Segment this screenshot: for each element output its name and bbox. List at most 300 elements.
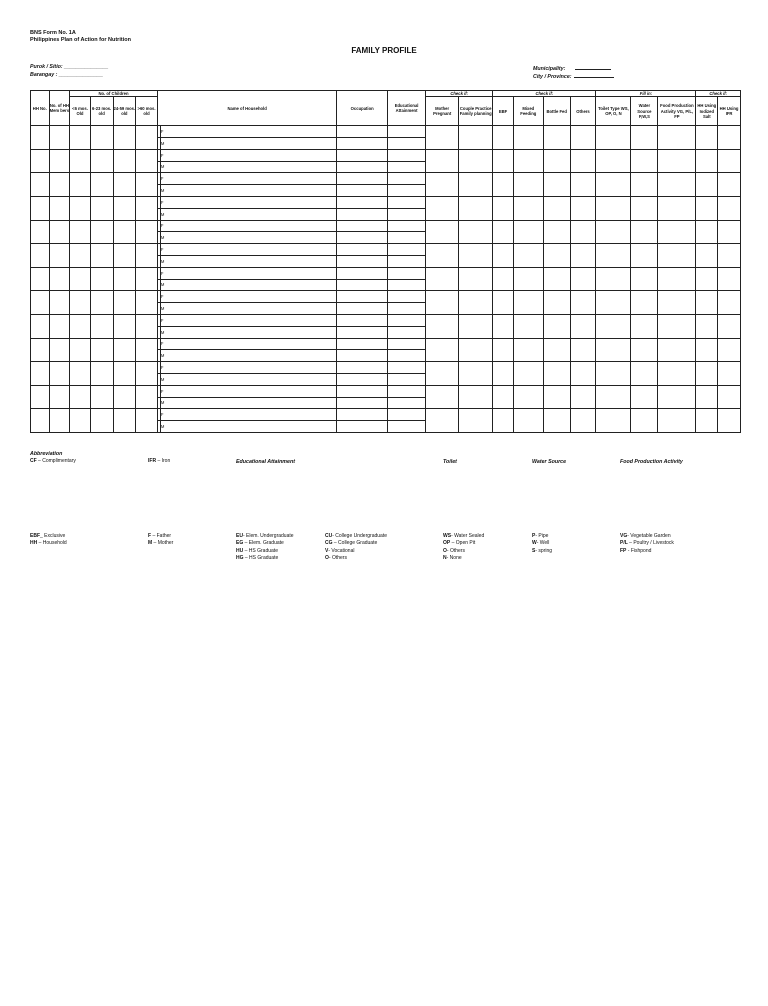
name-cell[interactable]	[160, 161, 336, 173]
occupation-cell[interactable]	[337, 232, 388, 244]
family-planning-cell[interactable]	[459, 338, 493, 362]
hh-no-cell[interactable]	[31, 338, 50, 362]
hh-no-cell[interactable]	[31, 385, 50, 409]
m24-59-cell[interactable]	[113, 338, 136, 362]
lt6-cell[interactable]	[70, 385, 91, 409]
education-cell[interactable]	[387, 208, 425, 220]
lt6-cell[interactable]	[70, 291, 91, 315]
mixed-cell[interactable]	[513, 315, 543, 339]
education-cell[interactable]	[387, 161, 425, 173]
occupation-cell[interactable]	[337, 126, 388, 138]
family-planning-cell[interactable]	[459, 362, 493, 386]
family-planning-cell[interactable]	[459, 173, 493, 197]
others-cell[interactable]	[570, 173, 596, 197]
members-cell[interactable]	[49, 362, 70, 386]
lt6-cell[interactable]	[70, 244, 91, 268]
food-cell[interactable]	[658, 197, 696, 221]
m24-59-cell[interactable]	[113, 220, 136, 244]
education-cell[interactable]	[387, 185, 425, 197]
name-cell[interactable]	[160, 138, 336, 150]
m6-23-cell[interactable]	[90, 267, 113, 291]
barangay-field[interactable]	[30, 72, 103, 78]
iodized-cell[interactable]	[696, 315, 718, 339]
members-cell[interactable]	[49, 385, 70, 409]
members-cell[interactable]	[49, 338, 70, 362]
others-cell[interactable]	[570, 126, 596, 150]
water-cell[interactable]	[631, 291, 658, 315]
food-cell[interactable]	[658, 267, 696, 291]
occupation-cell[interactable]	[337, 185, 388, 197]
occupation-cell[interactable]	[337, 362, 388, 374]
pregnant-cell[interactable]	[426, 291, 459, 315]
food-cell[interactable]	[658, 315, 696, 339]
ebf-cell[interactable]	[493, 315, 514, 339]
name-cell[interactable]	[160, 385, 336, 397]
ifr-cell[interactable]	[718, 173, 741, 197]
toilet-cell[interactable]	[596, 362, 631, 386]
ebf-cell[interactable]	[493, 149, 514, 173]
water-cell[interactable]	[631, 197, 658, 221]
m6-23-cell[interactable]	[90, 126, 113, 150]
bottle-cell[interactable]	[543, 197, 570, 221]
food-cell[interactable]	[658, 126, 696, 150]
occupation-cell[interactable]	[337, 385, 388, 397]
pregnant-cell[interactable]	[426, 409, 459, 433]
members-cell[interactable]	[49, 267, 70, 291]
food-cell[interactable]	[658, 291, 696, 315]
toilet-cell[interactable]	[596, 338, 631, 362]
family-planning-cell[interactable]	[459, 291, 493, 315]
education-cell[interactable]	[387, 374, 425, 386]
family-planning-cell[interactable]	[459, 267, 493, 291]
mixed-cell[interactable]	[513, 267, 543, 291]
m6-23-cell[interactable]	[90, 220, 113, 244]
gt60-cell[interactable]	[136, 385, 158, 409]
gt60-cell[interactable]	[136, 409, 158, 433]
ifr-cell[interactable]	[718, 220, 741, 244]
education-cell[interactable]	[387, 385, 425, 397]
name-cell[interactable]	[160, 173, 336, 185]
gt60-cell[interactable]	[136, 173, 158, 197]
gt60-cell[interactable]	[136, 291, 158, 315]
pregnant-cell[interactable]	[426, 385, 459, 409]
ebf-cell[interactable]	[493, 220, 514, 244]
food-cell[interactable]	[658, 362, 696, 386]
food-cell[interactable]	[658, 409, 696, 433]
gt60-cell[interactable]	[136, 315, 158, 339]
lt6-cell[interactable]	[70, 362, 91, 386]
occupation-cell[interactable]	[337, 244, 388, 256]
lt6-cell[interactable]	[70, 149, 91, 173]
toilet-cell[interactable]	[596, 244, 631, 268]
others-cell[interactable]	[570, 149, 596, 173]
others-cell[interactable]	[570, 291, 596, 315]
toilet-cell[interactable]	[596, 220, 631, 244]
name-cell[interactable]	[160, 256, 336, 268]
name-cell[interactable]	[160, 208, 336, 220]
bottle-cell[interactable]	[543, 126, 570, 150]
education-cell[interactable]	[387, 149, 425, 161]
food-cell[interactable]	[658, 149, 696, 173]
name-cell[interactable]	[160, 350, 336, 362]
education-cell[interactable]	[387, 338, 425, 350]
ifr-cell[interactable]	[718, 338, 741, 362]
others-cell[interactable]	[570, 267, 596, 291]
ifr-cell[interactable]	[718, 291, 741, 315]
ifr-cell[interactable]	[718, 149, 741, 173]
pregnant-cell[interactable]	[426, 315, 459, 339]
hh-no-cell[interactable]	[31, 315, 50, 339]
family-planning-cell[interactable]	[459, 315, 493, 339]
iodized-cell[interactable]	[696, 385, 718, 409]
others-cell[interactable]	[570, 385, 596, 409]
gt60-cell[interactable]	[136, 220, 158, 244]
name-cell[interactable]	[160, 409, 336, 421]
education-cell[interactable]	[387, 315, 425, 327]
members-cell[interactable]	[49, 244, 70, 268]
pregnant-cell[interactable]	[426, 173, 459, 197]
mixed-cell[interactable]	[513, 362, 543, 386]
mixed-cell[interactable]	[513, 244, 543, 268]
hh-no-cell[interactable]	[31, 173, 50, 197]
ifr-cell[interactable]	[718, 315, 741, 339]
m6-23-cell[interactable]	[90, 173, 113, 197]
m24-59-cell[interactable]	[113, 409, 136, 433]
hh-no-cell[interactable]	[31, 267, 50, 291]
city-field[interactable]	[533, 72, 614, 80]
name-cell[interactable]	[160, 279, 336, 291]
family-planning-cell[interactable]	[459, 220, 493, 244]
mixed-cell[interactable]	[513, 149, 543, 173]
name-cell[interactable]	[160, 267, 336, 279]
education-cell[interactable]	[387, 232, 425, 244]
gt60-cell[interactable]	[136, 267, 158, 291]
hh-no-cell[interactable]	[31, 291, 50, 315]
mixed-cell[interactable]	[513, 385, 543, 409]
toilet-cell[interactable]	[596, 173, 631, 197]
occupation-cell[interactable]	[337, 303, 388, 315]
education-cell[interactable]	[387, 256, 425, 268]
mixed-cell[interactable]	[513, 220, 543, 244]
education-cell[interactable]	[387, 350, 425, 362]
education-cell[interactable]	[387, 303, 425, 315]
occupation-cell[interactable]	[337, 197, 388, 209]
lt6-cell[interactable]	[70, 267, 91, 291]
occupation-cell[interactable]	[337, 326, 388, 338]
pregnant-cell[interactable]	[426, 267, 459, 291]
others-cell[interactable]	[570, 220, 596, 244]
water-cell[interactable]	[631, 338, 658, 362]
education-cell[interactable]	[387, 173, 425, 185]
occupation-cell[interactable]	[337, 173, 388, 185]
mixed-cell[interactable]	[513, 338, 543, 362]
occupation-cell[interactable]	[337, 208, 388, 220]
m24-59-cell[interactable]	[113, 362, 136, 386]
family-planning-cell[interactable]	[459, 126, 493, 150]
name-cell[interactable]	[160, 326, 336, 338]
ifr-cell[interactable]	[718, 409, 741, 433]
hh-no-cell[interactable]	[31, 409, 50, 433]
family-planning-cell[interactable]	[459, 385, 493, 409]
iodized-cell[interactable]	[696, 173, 718, 197]
ebf-cell[interactable]	[493, 173, 514, 197]
iodized-cell[interactable]	[696, 220, 718, 244]
bottle-cell[interactable]	[543, 338, 570, 362]
lt6-cell[interactable]	[70, 315, 91, 339]
m24-59-cell[interactable]	[113, 197, 136, 221]
bottle-cell[interactable]	[543, 173, 570, 197]
lt6-cell[interactable]	[70, 126, 91, 150]
name-cell[interactable]	[160, 338, 336, 350]
gt60-cell[interactable]	[136, 197, 158, 221]
education-cell[interactable]	[387, 126, 425, 138]
education-cell[interactable]	[387, 362, 425, 374]
occupation-cell[interactable]	[337, 267, 388, 279]
family-planning-cell[interactable]	[459, 149, 493, 173]
m6-23-cell[interactable]	[90, 385, 113, 409]
water-cell[interactable]	[631, 267, 658, 291]
m6-23-cell[interactable]	[90, 149, 113, 173]
hh-no-cell[interactable]	[31, 126, 50, 150]
iodized-cell[interactable]	[696, 149, 718, 173]
others-cell[interactable]	[570, 338, 596, 362]
members-cell[interactable]	[49, 220, 70, 244]
gt60-cell[interactable]	[136, 244, 158, 268]
water-cell[interactable]	[631, 149, 658, 173]
water-cell[interactable]	[631, 244, 658, 268]
pregnant-cell[interactable]	[426, 126, 459, 150]
others-cell[interactable]	[570, 244, 596, 268]
mixed-cell[interactable]	[513, 197, 543, 221]
pregnant-cell[interactable]	[426, 220, 459, 244]
municipality-field[interactable]	[533, 64, 611, 72]
water-cell[interactable]	[631, 385, 658, 409]
food-cell[interactable]	[658, 173, 696, 197]
name-cell[interactable]	[160, 362, 336, 374]
iodized-cell[interactable]	[696, 409, 718, 433]
iodized-cell[interactable]	[696, 244, 718, 268]
ebf-cell[interactable]	[493, 126, 514, 150]
bottle-cell[interactable]	[543, 409, 570, 433]
m24-59-cell[interactable]	[113, 244, 136, 268]
m6-23-cell[interactable]	[90, 291, 113, 315]
toilet-cell[interactable]	[596, 126, 631, 150]
occupation-cell[interactable]	[337, 256, 388, 268]
toilet-cell[interactable]	[596, 267, 631, 291]
water-cell[interactable]	[631, 173, 658, 197]
members-cell[interactable]	[49, 173, 70, 197]
ebf-cell[interactable]	[493, 385, 514, 409]
gt60-cell[interactable]	[136, 362, 158, 386]
family-planning-cell[interactable]	[459, 409, 493, 433]
education-cell[interactable]	[387, 244, 425, 256]
occupation-cell[interactable]	[337, 421, 388, 433]
toilet-cell[interactable]	[596, 197, 631, 221]
pregnant-cell[interactable]	[426, 197, 459, 221]
lt6-cell[interactable]	[70, 409, 91, 433]
bottle-cell[interactable]	[543, 220, 570, 244]
bottle-cell[interactable]	[543, 385, 570, 409]
pregnant-cell[interactable]	[426, 338, 459, 362]
occupation-cell[interactable]	[337, 138, 388, 150]
name-cell[interactable]	[160, 197, 336, 209]
iodized-cell[interactable]	[696, 197, 718, 221]
hh-no-cell[interactable]	[31, 362, 50, 386]
m24-59-cell[interactable]	[113, 267, 136, 291]
iodized-cell[interactable]	[696, 338, 718, 362]
bottle-cell[interactable]	[543, 244, 570, 268]
education-cell[interactable]	[387, 291, 425, 303]
education-cell[interactable]	[387, 409, 425, 421]
toilet-cell[interactable]	[596, 315, 631, 339]
gt60-cell[interactable]	[136, 149, 158, 173]
bottle-cell[interactable]	[543, 315, 570, 339]
bottle-cell[interactable]	[543, 291, 570, 315]
name-cell[interactable]	[160, 232, 336, 244]
ebf-cell[interactable]	[493, 267, 514, 291]
pregnant-cell[interactable]	[426, 149, 459, 173]
lt6-cell[interactable]	[70, 338, 91, 362]
name-cell[interactable]	[160, 291, 336, 303]
food-cell[interactable]	[658, 338, 696, 362]
gt60-cell[interactable]	[136, 126, 158, 150]
toilet-cell[interactable]	[596, 149, 631, 173]
members-cell[interactable]	[49, 197, 70, 221]
lt6-cell[interactable]	[70, 220, 91, 244]
water-cell[interactable]	[631, 220, 658, 244]
mixed-cell[interactable]	[513, 173, 543, 197]
hh-no-cell[interactable]	[31, 197, 50, 221]
ebf-cell[interactable]	[493, 291, 514, 315]
iodized-cell[interactable]	[696, 362, 718, 386]
occupation-cell[interactable]	[337, 291, 388, 303]
ebf-cell[interactable]	[493, 338, 514, 362]
others-cell[interactable]	[570, 409, 596, 433]
mixed-cell[interactable]	[513, 126, 543, 150]
ifr-cell[interactable]	[718, 362, 741, 386]
bottle-cell[interactable]	[543, 267, 570, 291]
m6-23-cell[interactable]	[90, 338, 113, 362]
bottle-cell[interactable]	[543, 149, 570, 173]
members-cell[interactable]	[49, 315, 70, 339]
members-cell[interactable]	[49, 126, 70, 150]
ifr-cell[interactable]	[718, 126, 741, 150]
members-cell[interactable]	[49, 409, 70, 433]
ifr-cell[interactable]	[718, 267, 741, 291]
food-cell[interactable]	[658, 220, 696, 244]
toilet-cell[interactable]	[596, 385, 631, 409]
m24-59-cell[interactable]	[113, 291, 136, 315]
name-cell[interactable]	[160, 374, 336, 386]
mixed-cell[interactable]	[513, 409, 543, 433]
name-cell[interactable]	[160, 315, 336, 327]
food-cell[interactable]	[658, 244, 696, 268]
others-cell[interactable]	[570, 315, 596, 339]
purok-field[interactable]	[30, 64, 108, 70]
ifr-cell[interactable]	[718, 385, 741, 409]
education-cell[interactable]	[387, 197, 425, 209]
occupation-cell[interactable]	[337, 315, 388, 327]
mixed-cell[interactable]	[513, 291, 543, 315]
m6-23-cell[interactable]	[90, 409, 113, 433]
pregnant-cell[interactable]	[426, 362, 459, 386]
occupation-cell[interactable]	[337, 338, 388, 350]
occupation-cell[interactable]	[337, 397, 388, 409]
pregnant-cell[interactable]	[426, 244, 459, 268]
ebf-cell[interactable]	[493, 409, 514, 433]
name-cell[interactable]	[160, 244, 336, 256]
education-cell[interactable]	[387, 397, 425, 409]
m6-23-cell[interactable]	[90, 244, 113, 268]
family-planning-cell[interactable]	[459, 244, 493, 268]
hh-no-cell[interactable]	[31, 220, 50, 244]
iodized-cell[interactable]	[696, 291, 718, 315]
water-cell[interactable]	[631, 409, 658, 433]
members-cell[interactable]	[49, 149, 70, 173]
water-cell[interactable]	[631, 126, 658, 150]
name-cell[interactable]	[160, 126, 336, 138]
occupation-cell[interactable]	[337, 374, 388, 386]
family-planning-cell[interactable]	[459, 197, 493, 221]
occupation-cell[interactable]	[337, 279, 388, 291]
bottle-cell[interactable]	[543, 362, 570, 386]
education-cell[interactable]	[387, 267, 425, 279]
m24-59-cell[interactable]	[113, 126, 136, 150]
name-cell[interactable]	[160, 303, 336, 315]
ifr-cell[interactable]	[718, 244, 741, 268]
iodized-cell[interactable]	[696, 126, 718, 150]
name-cell[interactable]	[160, 185, 336, 197]
m6-23-cell[interactable]	[90, 315, 113, 339]
members-cell[interactable]	[49, 291, 70, 315]
name-cell[interactable]	[160, 397, 336, 409]
lt6-cell[interactable]	[70, 173, 91, 197]
m24-59-cell[interactable]	[113, 385, 136, 409]
occupation-cell[interactable]	[337, 161, 388, 173]
m6-23-cell[interactable]	[90, 362, 113, 386]
hh-no-cell[interactable]	[31, 244, 50, 268]
water-cell[interactable]	[631, 362, 658, 386]
others-cell[interactable]	[570, 197, 596, 221]
education-cell[interactable]	[387, 279, 425, 291]
ebf-cell[interactable]	[493, 362, 514, 386]
ebf-cell[interactable]	[493, 244, 514, 268]
name-cell[interactable]	[160, 220, 336, 232]
name-cell[interactable]	[160, 149, 336, 161]
education-cell[interactable]	[387, 326, 425, 338]
m24-59-cell[interactable]	[113, 149, 136, 173]
ebf-cell[interactable]	[493, 197, 514, 221]
water-cell[interactable]	[631, 315, 658, 339]
education-cell[interactable]	[387, 220, 425, 232]
occupation-cell[interactable]	[337, 149, 388, 161]
food-cell[interactable]	[658, 385, 696, 409]
occupation-cell[interactable]	[337, 409, 388, 421]
hh-no-cell[interactable]	[31, 149, 50, 173]
m24-59-cell[interactable]	[113, 315, 136, 339]
education-cell[interactable]	[387, 138, 425, 150]
lt6-cell[interactable]	[70, 197, 91, 221]
toilet-cell[interactable]	[596, 291, 631, 315]
occupation-cell[interactable]	[337, 220, 388, 232]
toilet-cell[interactable]	[596, 409, 631, 433]
occupation-cell[interactable]	[337, 350, 388, 362]
education-cell[interactable]	[387, 421, 425, 433]
gt60-cell[interactable]	[136, 338, 158, 362]
m24-59-cell[interactable]	[113, 173, 136, 197]
ifr-cell[interactable]	[718, 197, 741, 221]
iodized-cell[interactable]	[696, 267, 718, 291]
